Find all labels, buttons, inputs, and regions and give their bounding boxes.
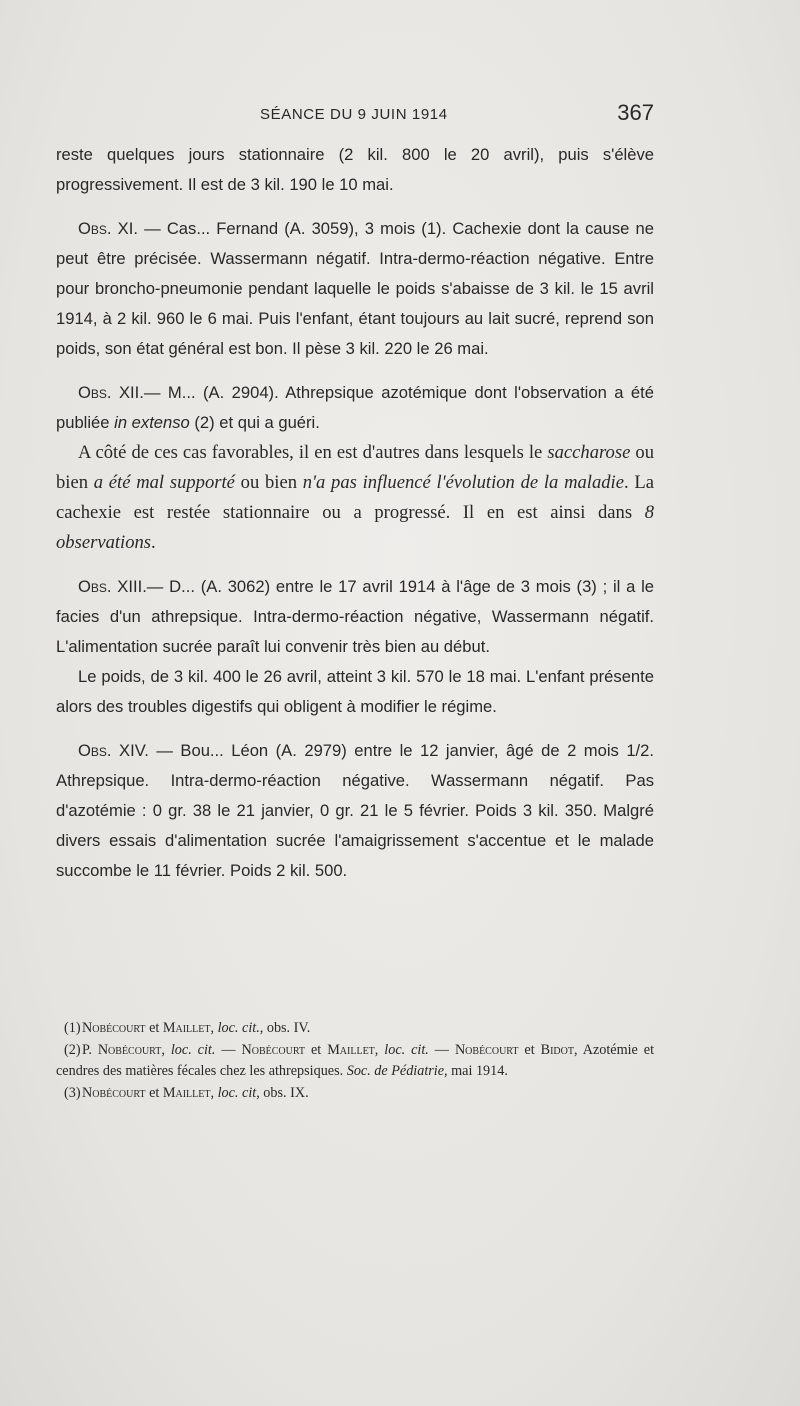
footnote-text: , obs. IV. [259,1020,311,1036]
footnote-3 [56,1083,654,1105]
observation-12 [56,378,654,438]
footnote-mark: (1) [64,1020,81,1036]
footnote-italic: loc. cit [217,1084,257,1101]
observation-11 [56,214,654,364]
footnote-text: et [518,1041,541,1058]
author-name: Nobécourt [454,1041,519,1058]
author-name: Nobécourt [82,1020,146,1036]
footnote-text: — [215,1041,242,1058]
footnote-text: — [428,1041,455,1058]
obs-text: XIV. — Bou... Léon (A. 2979) entre le 12 janvier, âgé de 2 mois 1/2. Athrepsique. Intra-dermo-réaction négative. Wassermann négatif. Pas d'azotémie : 0 gr. 38 le 21 janvier, 0 gr. 21 le 5 février. Poids 3 kil. 350. Malgré divers essais d'alimentation sucrée l'amaigrissement s'accentue et le malade succombe le 11 février. Poids 2 kil. 500. [56,741,654,880]
running-title: SÉANCE DU 9 JUIN 1914 [260,106,448,123]
obs-label: Obs. [78,383,112,402]
footnote-text: P. [82,1041,98,1058]
main-italic: 8 observations [56,502,654,553]
observation-13-continued: Le poids, de 3 kil. 400 le 26 avril, atteint 3 kil. 570 le 18 mai. L'enfant présente alors des troubles digestifs qui obligent à modifier le régime. [56,667,654,716]
main-text: . [151,532,156,553]
footnote-italic: loc. cit. [170,1041,216,1058]
obs-italic: in extenso [114,413,190,432]
footnote-text: , [210,1084,218,1101]
author-name: Maillet [327,1041,375,1058]
observation-13 [56,572,654,662]
obs-label: Obs. [78,219,112,238]
obs-label: Obs. [78,577,112,596]
footnote-italic: Soc. de Pédiatrie [346,1063,445,1079]
main-italic: n'a pas influencé l'évolution de la maladie [302,472,624,493]
author-name: Nobécourt [97,1041,162,1058]
footnote-text: , [161,1041,171,1058]
footnote-text: , Azotémie et cendres des matières fécales chez les athrepsiques. [56,1041,655,1079]
body-text [56,140,654,886]
footnote-2 [56,1040,654,1083]
main-text: . La cachexie est restée stationnaire ou a progressé. Il en est ainsi dans [56,472,654,523]
author-name: Bidot [540,1041,574,1058]
obs-label: Obs. [78,741,112,760]
main-paragraph [56,438,654,558]
footnote-text: , [210,1020,218,1036]
author-name: Maillet [162,1084,211,1101]
footnote-text: et [305,1041,328,1058]
footnotes [56,1018,654,1104]
obs-text: XII.— M... (A. 2904). Athrepsique azotémique dont l'observation a été publiée [56,383,654,432]
page-number: 367 [617,100,654,125]
main-italic: saccharose [547,442,631,463]
main-italic: a été mal supporté [93,472,235,493]
footnote-text: , [374,1041,385,1058]
main-text: ou bien [56,442,654,493]
footnote-text: et [145,1020,163,1036]
footnote-text: , obs. IX. [256,1084,309,1101]
footnote-italic: loc. cit. [384,1041,429,1058]
footnote-mark: (3) [64,1084,81,1101]
footnote-italic: loc. cit. [217,1020,260,1036]
footnote-text: et [145,1084,163,1101]
author-name: Maillet [162,1020,211,1036]
obs-text: XI. — Cas... Fernand (A. 3059), 3 mois (1). Cachexie dont la cause ne peut être précisée. Wassermann négatif. Intra-dermo-réaction négative. Entre pour broncho-pneumonie pendant laquelle le poids s'abaisse de 3 kil. le 15 avril 1914, à 2 kil. 960 le 6 mai. Puis l'enfant, étant toujours au lait sucré, reprend son poids, son état général est bon. Il pèse 3 kil. 220 le 26 mai. [56,219,654,358]
obs-text: (2) et qui a guéri. [189,413,320,432]
footnote-mark: (2) [64,1041,81,1058]
obs-text: XIII.— D... (A. 3062) entre le 17 avril 1914 à l'âge de 3 mois (3) ; il a le facies d'un athrepsique. Intra-dermo-réaction négative, Wassermann négatif. L'alimentation sucrée paraît lui convenir très bien au début. [56,577,654,656]
footnote-text: , mai 1914. [444,1063,508,1079]
observation-14 [56,736,654,886]
author-name: Nobécourt [241,1041,306,1058]
paragraph-continued: reste quelques jours stationnaire (2 kil. 800 le 20 avril), puis s'élève progressivement. Il est de 3 kil. 190 le 10 mai. [56,145,654,194]
main-text: A côté de ces cas favorables, il en est d'autres dans lesquels le [78,442,548,463]
author-name: Nobécourt [82,1084,146,1101]
page-header [56,100,654,134]
main-text: ou bien [234,472,303,493]
footnote-1 [56,1018,654,1040]
